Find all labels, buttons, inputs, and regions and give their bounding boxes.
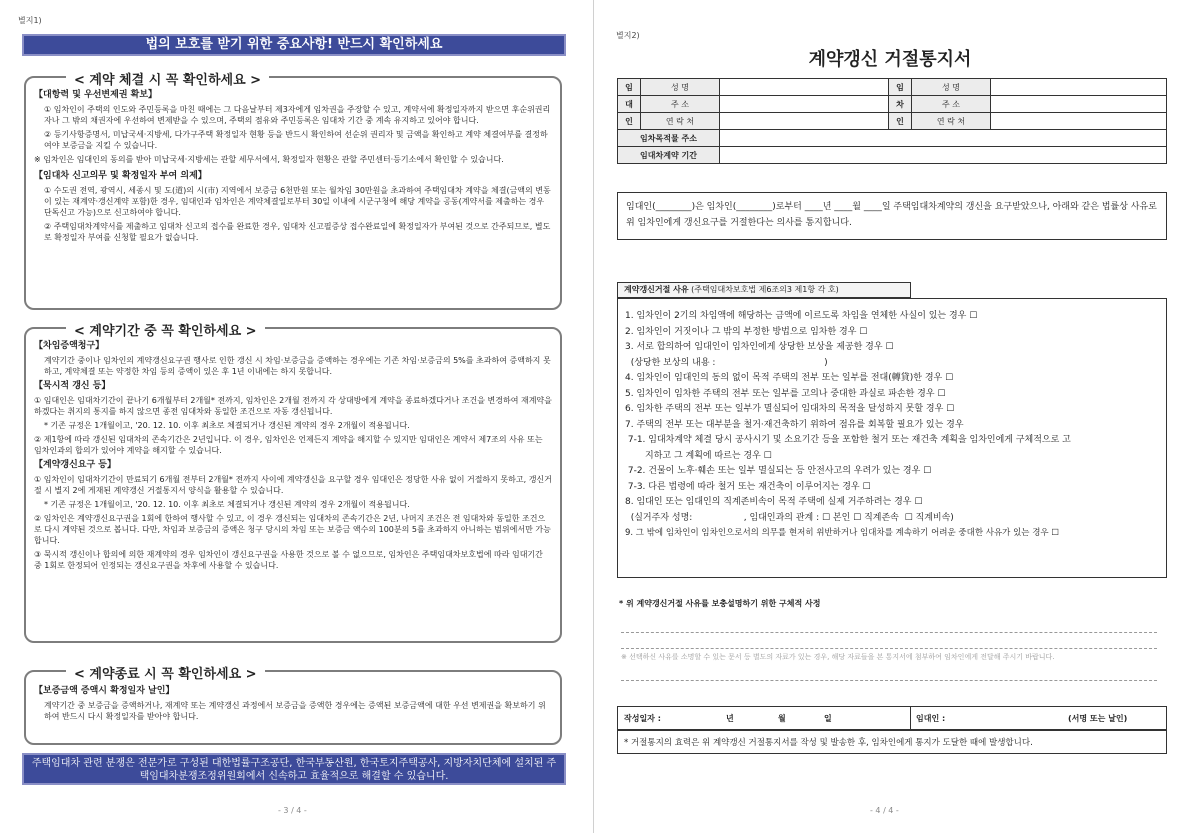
date-label: 작성일자 : (624, 714, 661, 723)
reason-item: (상당한 보상의 내용 : ) (625, 357, 828, 368)
reason-item[interactable]: 5. 임차인이 임차한 주택의 전부 또는 일부를 고의나 중대한 과실로 파손한 경우 ☐ (625, 388, 946, 399)
form-title: 계약갱신 거절통지서 (808, 49, 972, 70)
field-label: 성 명 (641, 79, 720, 96)
page-number: - 4 / 4 - (870, 806, 899, 815)
reason-item: 7. 주택의 전부 또는 대부분을 철거·재건축하기 위하여 점유를 회복할 필요가 있는 경우 (625, 419, 964, 430)
annex-label: 별지2) (616, 31, 640, 40)
landlord-side-label: 대 (618, 96, 641, 113)
reason-item[interactable]: 8. 임대인 또는 임대인의 직계존비속이 목적 주택에 실제 거주하려는 경우 ☐ (625, 497, 923, 507)
section-contract-end (24, 667, 562, 745)
section-title: < 계약 체결 시 꼭 확인하세요 > (66, 69, 269, 88)
sign-label[interactable]: (서명 또는 날인) (1068, 714, 1128, 723)
explain-note: ※ 선택하신 사유를 소명할 수 있는 문서 등 별도의 자료가 있는 경우, 해당 자료들을 본 통지서에 첨부하여 임차인에게 전달해 주시기 바랍니다. (621, 653, 1055, 661)
tenant-name-field[interactable] (991, 79, 1167, 96)
reason-header: 계약갱신거절 사유 (624, 285, 689, 294)
page-number: - 3 / 4 - (278, 806, 307, 815)
paragraph: ① 수도권 전역, 광역시, 세종시 및 도(道)의 시(市) 지역에서 보증금 6천만원 또는 월차임 30만원을 초과하여 주택임대차 계약을 체결(금액의 변동이 있는 재계약·갱신계약 포함)한 경우, 임대인과 임차인은 계약체결일로부터 30일 이내에 시군구청에 해당 계약을 공동(계약서를 제출하는 경우 단독신고 가능)으로 신고하여야 합니다. (44, 186, 551, 217)
landlord-address-field[interactable] (720, 96, 889, 113)
field-label: 연 락 처 (641, 113, 720, 130)
explain-line[interactable] (621, 674, 1157, 681)
section-heading: 【대항력 및 우선변제권 확보】 (34, 90, 158, 100)
tenant-side-label: 임 (889, 79, 912, 96)
paragraph: ② 임차인은 계약갱신요구권을 1회에 한하여 행사할 수 있고, 이 경우 갱신되는 임대차의 존속기간은 2년, 나머지 조건은 전 임대차와 동일한 조건으로 다시 계약된 것으로 봅니다. 다만, 차임과 보증금의 증액은 청구 당시의 차임 또는 보증금 액수의 100분의 5를 초과하지 아니하는 범위에서만 가능합니다. (34, 514, 551, 545)
paragraph: ② 등기사항증명서, 미납국세·지방세, 다가구주택 확정일자 현황 등을 반드시 확인하여 선순위 권리자 및 금액을 확인하고 계약 체결여부를 결정하여야 보증금을 지킬 수 있습니다. (44, 130, 548, 150)
section-title: < 계약종료 시 꼭 확인하세요 > (66, 663, 265, 682)
landlord-side-label: 인 (618, 113, 641, 130)
reason-item: 7-1. 임대차계약 체결 당시 공사시기 및 소요기간 등을 포함한 철거 또는 재건축 계획을 임차인에게 구체적으로 고 (625, 435, 1071, 445)
paragraph: ※ 임차인은 임대인의 동의를 받아 미납국세·지방세는 관할 세무서에서, 확정일자 현황은 관할 주민센터·등기소에서 확인할 수 있습니다. (34, 155, 504, 164)
paragraph: 계약기간 중이나 임차인의 계약갱신요구권 행사로 인한 갱신 시 차임·보증금을 증액하는 경우에는 기존 차임·보증금의 5%를 초과하여 증액하지 못하고, 계약체결 또는 약정한 차임 등의 증액이 있은 후 1년 이내에는 하지 못합니다. (44, 356, 551, 376)
reason-item[interactable]: 7-2. 건물이 노후·훼손 또는 일부 멸실되는 등 안전사고의 우려가 있는 경우 ☐ (625, 466, 932, 476)
tenant-address-field[interactable] (991, 96, 1167, 113)
reason-item[interactable]: 지하고 그 계획에 따르는 경우 ☐ (625, 450, 772, 461)
reason-item[interactable]: 7-3. 다른 법령에 따라 철거 또는 재건축이 이루어지는 경우 ☐ (625, 481, 871, 492)
paragraph: ② 제1항에 따라 갱신된 임대차의 존속기간은 2년입니다. 이 경우, 임차인은 언제든지 계약을 해지할 수 있지만 임대인은 계약서 제7조의 사유 또는 임차인과의 합의가 있어야 계약을 해지할 수 있습니다. (34, 435, 543, 455)
tenant-side-label: 차 (889, 96, 912, 113)
reason-item[interactable]: 4. 임차인이 임대인의 동의 없이 목적 주택의 전부 또는 일부를 전대(轉貸)한 경우 ☐ (625, 373, 954, 383)
tenant-side-label: 인 (889, 113, 912, 130)
reason-law: (주택임대차보호법 제6조의3 제1항 각 호) (691, 285, 839, 294)
explain-line[interactable] (621, 632, 1157, 649)
explain-header: * 위 계약갱신거절 사유를 보충설명하기 위한 구체적 사정 (619, 599, 821, 608)
date-sign-box (617, 706, 1167, 730)
date-month[interactable]: 월 (778, 714, 786, 723)
date-day[interactable]: 일 (824, 714, 832, 723)
landlord-contact-field[interactable] (720, 113, 889, 130)
reason-item[interactable]: 6. 임차한 주택의 전부 또는 일부가 멸실되어 임대차의 목적을 달성하지 못할 경우 ☐ (625, 404, 955, 414)
important-banner: 법의 보호를 받기 위한 중요사항! 반드시 확인하세요 (22, 34, 566, 56)
section-heading: 【차임증액청구】 (34, 341, 105, 351)
note: * 기존 규정은 1개월이고, '20. 12. 10. 이후 최초로 체결되거나 갱신된 계약의 경우 2개월이 적용됩니다. (44, 500, 410, 509)
paragraph: 계약기간 중 보증금을 증액하거나, 재계약 또는 계약갱신 과정에서 보증금을 증액한 경우에는 증액된 보증금액에 대한 우선 변제권을 확보하기 위하여 반드시 다시 확정일자를 받아야 합니다. (44, 701, 546, 721)
effect-note: * 거절통지의 효력은 위 계약갱신 거절통지서를 작성 및 발송한 후, 임차인에게 통지가 도달한 때에 발생합니다. (617, 730, 1167, 754)
landlord-side-label: 임 (618, 79, 641, 96)
property-address-field[interactable] (720, 130, 1167, 147)
paragraph: ② 주택임대차계약서를 제출하고 임대차 신고의 접수를 완료한 경우, 임대차 신고필증상 접수완료일에 확정일자가 부여된 것으로 간주되므로, 별도로 확정일자 부여를 신청할 필요가 없습니다. (44, 222, 551, 242)
section-heading: 【임대차 신고의무 및 확정일자 부여 의제】 (34, 171, 207, 181)
annex-label: 별지1) (18, 16, 42, 25)
notice-box: 임대인(________)은 임차인(________)로부터 ____년 ____월 ____일 주택임대차계약의 갱신을 요구받았으나, 아래와 같은 법률상 사유로 위 임차인에게 갱신요구를 거절한다는 의사를 통지합니다. (617, 192, 1167, 240)
landlord-sign-label: 임대인 : (916, 714, 946, 723)
reason-item[interactable]: 2. 임차인이 거짓이나 그 밖의 부정한 방법으로 임차한 경우 ☐ (625, 326, 868, 337)
field-label: 주 소 (912, 96, 991, 113)
tenant-contact-field[interactable] (991, 113, 1167, 130)
section-title: < 계약기간 중 꼭 확인하세요 > (66, 320, 265, 339)
paragraph: ① 임대인은 임대차기간이 끝나기 6개월부터 2개월* 전까지, 임차인은 2개월 전까지 각 상대방에게 계약을 종료하겠다거나 조건을 변경하여 재계약을 하겠다는 취지의 통지를 하지 않으면 종전 임대차와 동일한 조건으로 자동 갱신됩니다. (34, 396, 552, 416)
paragraph: ③ 묵시적 갱신이나 합의에 의한 재계약의 경우 임차인이 갱신요구권을 사용한 것으로 볼 수 없으므로, 임차인은 주택임대차보호법에 따라 임대기간 중 1회로 한정되어 인정되는 갱신요구권을 차후에 사용할 수 있습니다. (34, 550, 543, 570)
landlord-name-field[interactable] (720, 79, 889, 96)
reason-item[interactable]: 9. 그 밖에 임차인이 임차인으로서의 의무를 현저히 위반하거나 임대차를 계속하기 어려운 중대한 사유가 있는 경우 ☐ (625, 528, 1059, 538)
section-contract-signing (24, 73, 562, 310)
field-label: 임차목적물 주소 (618, 130, 720, 147)
dispute-banner: 주택임대차 관련 분쟁은 전문가로 구성된 대한법률구조공단, 한국부동산원, 한국토지주택공사, 지방자치단체에 설치된 주택임대차분쟁조정위원회에서 신속하고 효율적으로 해결할 수 있습니다. (22, 753, 566, 785)
paragraph: ① 임차인이 주택의 인도와 주민등록을 마친 때에는 그 다음날부터 제3자에게 임차권을 주장할 수 있고, 계약서에 확정일자까지 받으면 후순위권리자나 그 밖의 채권자에 우선하여 변제받을 수 있으며, 주택의 점유와 주민등록은 임대차 기간 중 계속 유지하고 있어야 합니다. (44, 105, 551, 125)
section-contract-period (24, 324, 562, 643)
party-table (617, 78, 1167, 164)
date-year[interactable]: 년 (726, 714, 734, 723)
note: * 기존 규정은 1개월이고, '20. 12. 10. 이후 최초로 체결되거나 갱신된 계약의 경우 2개월이 적용됩니다. (44, 421, 410, 430)
field-label: 주 소 (641, 96, 720, 113)
reason-item[interactable]: 1. 임차인이 2기의 차임액에 해당하는 금액에 이르도록 차임을 연체한 사실이 있는 경우 ☐ (625, 311, 978, 321)
field-label: 성 명 (912, 79, 991, 96)
explain-line[interactable] (621, 612, 1157, 633)
section-heading: 【계약갱신요구 등】 (34, 460, 116, 470)
reasons-list (617, 309, 1165, 542)
section-heading: 【묵시적 갱신 등】 (34, 381, 111, 391)
field-label: 임대차계약 기간 (618, 147, 720, 164)
contract-period-field[interactable] (720, 147, 1167, 164)
reason-item[interactable]: 3. 서로 합의하여 임대인이 임차인에게 상당한 보상을 제공한 경우 ☐ (625, 342, 894, 352)
reason-header-box (617, 282, 911, 298)
section-heading: 【보증금액 증액시 확정일자 날인】 (34, 686, 175, 696)
reason-item[interactable]: (실거주자 성명: , 임대인과의 관계 : ☐ 본인 ☐ 직계존속 ☐ 직계비속) (625, 512, 954, 523)
paragraph: ① 임차인이 임대차기간이 만료되기 6개월 전부터 2개월* 전까지 사이에 계약갱신을 요구할 경우 임대인은 정당한 사유 없이 거절하지 못하고, 갱신거절 시 별지 2에 게재된 계약갱신 거절통지서 양식을 활용할 수 있습니다. (34, 475, 552, 495)
field-label: 연 락 처 (912, 113, 991, 130)
